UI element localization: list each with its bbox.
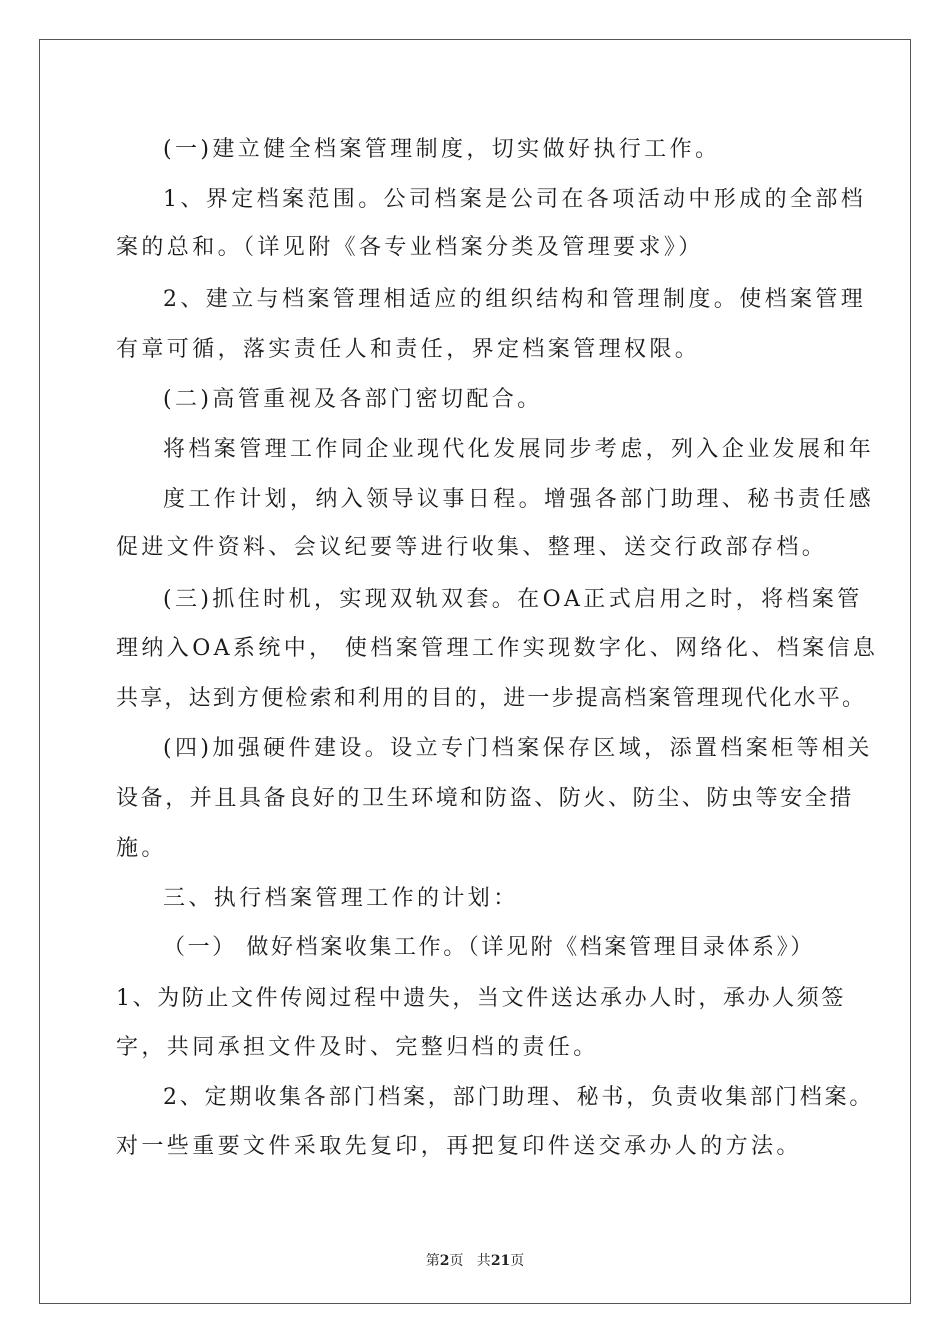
- footer-total-pages: 21: [490, 1253, 511, 1269]
- text-line: 促进文件资料、会议纪要等进行收集、整理、送交行政部存档。: [116, 535, 828, 560]
- text-line: 字，共同承担文件及时、完整归档的责任。: [116, 1035, 599, 1060]
- footer-suffix: 页: [510, 1253, 525, 1269]
- footer-current-page: 2: [439, 1253, 450, 1269]
- footer-prefix: 第: [425, 1253, 440, 1269]
- text-line: (三)抓住时机，实现双轨双套。在OA正式启用之时，将档案管: [163, 587, 863, 612]
- text-line: 有章可循，落实责任人和责任，界定档案管理权限。: [116, 337, 701, 362]
- text-line: 1、为防止文件传阅过程中遗失，当文件送达承办人时，承办人须签: [116, 986, 846, 1011]
- text-line: 对一些重要文件采取先复印，再把复印件送交承办人的方法。: [116, 1134, 802, 1159]
- text-line: (四)加强硬件建设。设立专门档案保存区域，添置档案柜等相关: [163, 736, 873, 761]
- text-line: (一)建立健全档案管理制度，切实做好执行工作。: [163, 137, 721, 162]
- text-line: 1、界定档案范围。公司档案是公司在各项活动中形成的全部档: [163, 187, 867, 212]
- text-line: 2、定期收集各部门档案，部门助理、秘书，负责收集部门档案。: [163, 1085, 875, 1110]
- text-line: 2、建立与档案管理相适应的组织结构和管理制度。使档案管理: [163, 287, 867, 312]
- page-footer: [0, 1252, 950, 1270]
- page-border: [39, 39, 911, 1304]
- text-line: 施。: [116, 836, 167, 861]
- text-line: （一） 做好档案收集工作。（详见附《档案管理目录体系》）: [163, 935, 815, 960]
- text-line: 共享，达到方便检索和利用的目的，进一步提高档案管理现代化水平。: [116, 686, 867, 711]
- footer-middle: 页 共: [449, 1253, 491, 1269]
- section-heading: 三、执行档案管理工作的计划：: [163, 886, 519, 911]
- text-line: 将档案管理工作同企业现代化发展同步考虑，列入企业发展和年: [163, 437, 875, 462]
- text-line: 度工作计划，纳入领导议事日程。增强各部门助理、秘书责任感: [163, 487, 875, 512]
- text-line: 理纳入OA系统中， 使档案管理工作实现数字化、网络化、档案信息: [116, 636, 879, 661]
- text-line: 设备，并且具备良好的卫生环境和防盗、防火、防尘、防虫等安全措: [116, 786, 855, 811]
- text-line: 案的总和。（详见附《各专业档案分类及管理要求》）: [116, 235, 704, 260]
- text-line: (二)高管重视及各部门密切配合。: [163, 387, 543, 412]
